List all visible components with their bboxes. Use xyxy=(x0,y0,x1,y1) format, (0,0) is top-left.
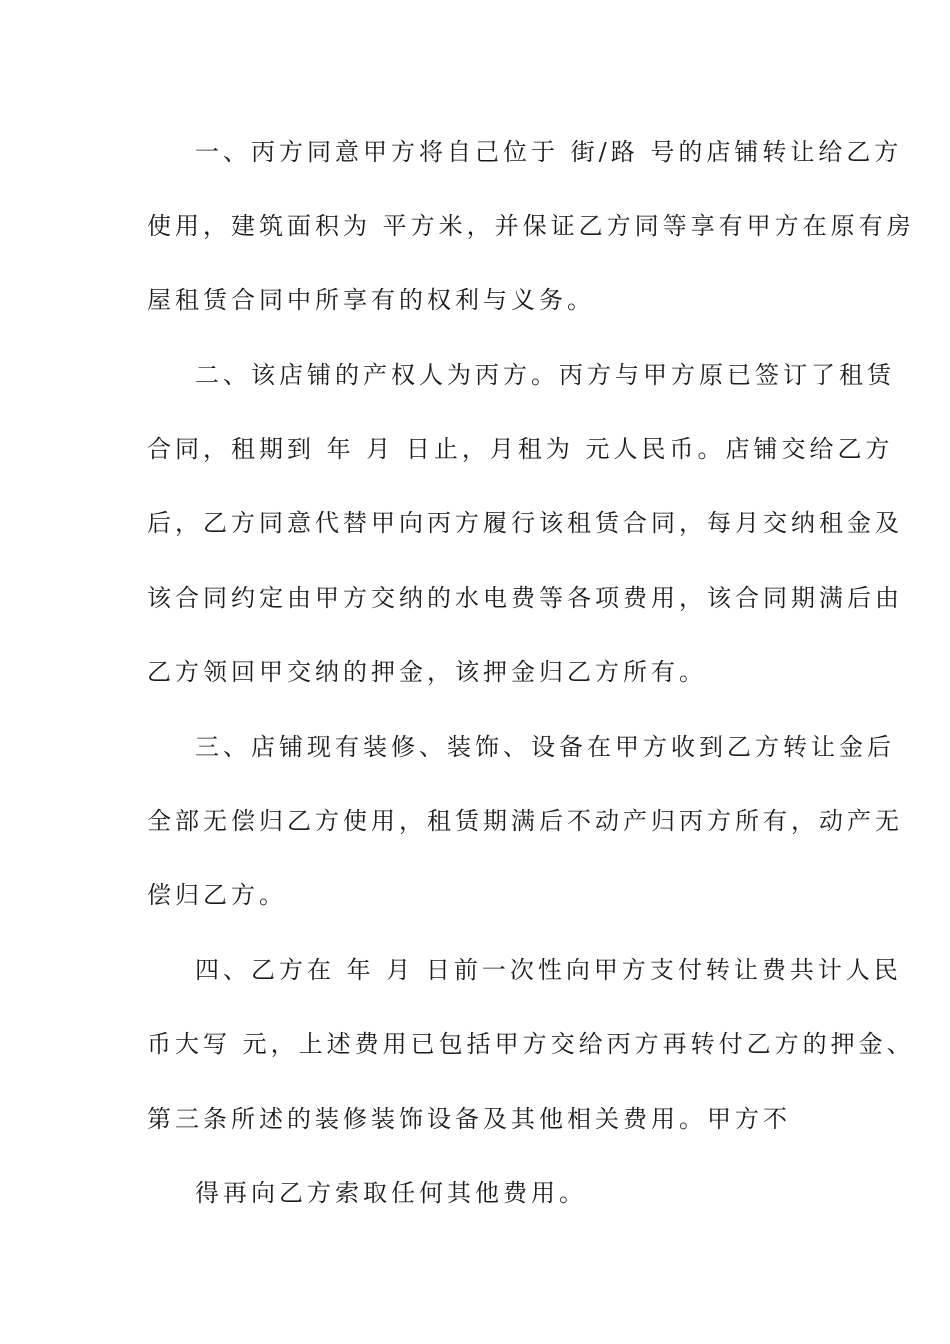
clause-2-line-5: 乙方领回甲交纳的押金，该押金归乙方所有。 xyxy=(147,658,707,686)
clause-4-line-4: 得再向乙方索取任何其他费用。 xyxy=(195,1179,587,1207)
clause-4-line-1: 四、乙方在 年 月 日前一次性向甲方支付转让费共计人民 xyxy=(195,956,902,984)
clause-1-line-2: 使用，建筑面积为 平方米，并保证乙方同等享有甲方在原有房 xyxy=(147,212,915,240)
clause-1-line-3: 屋租赁合同中所享有的权利与义务。 xyxy=(147,286,595,314)
clause-2-line-4: 该合同约定由甲方交纳的水电费等各项费用，该合同期满后由 xyxy=(147,584,903,612)
clause-2-line-2: 合同，租期到 年 月 日止，月租为 元人民币。店铺交给乙方 xyxy=(147,435,894,463)
clause-1-line-1: 一、丙方同意甲方将自己位于 街/路 号的店铺转让给乙方 xyxy=(195,138,903,166)
clause-2-line-1: 二、该店铺的产权人为丙方。丙方与甲方原已签订了租赁 xyxy=(195,361,895,389)
clause-3-line-1: 三、店铺现有装修、装饰、设备在甲方收到乙方转让金后 xyxy=(195,733,895,761)
clause-4-line-2: 币大写 元，上述费用已包括甲方交给丙方再转付乙方的押金、 xyxy=(147,1030,915,1058)
clause-3-line-3: 偿归乙方。 xyxy=(147,881,287,909)
clause-2-line-3: 后，乙方同意代替甲向丙方履行该租赁合同，每月交纳租金及 xyxy=(147,509,903,537)
clause-4-line-3: 第三条所述的装修装饰设备及其他相关费用。甲方不 xyxy=(147,1105,791,1133)
clause-3-line-2: 全部无偿归乙方使用，租赁期满后不动产归丙方所有，动产无 xyxy=(147,807,903,835)
